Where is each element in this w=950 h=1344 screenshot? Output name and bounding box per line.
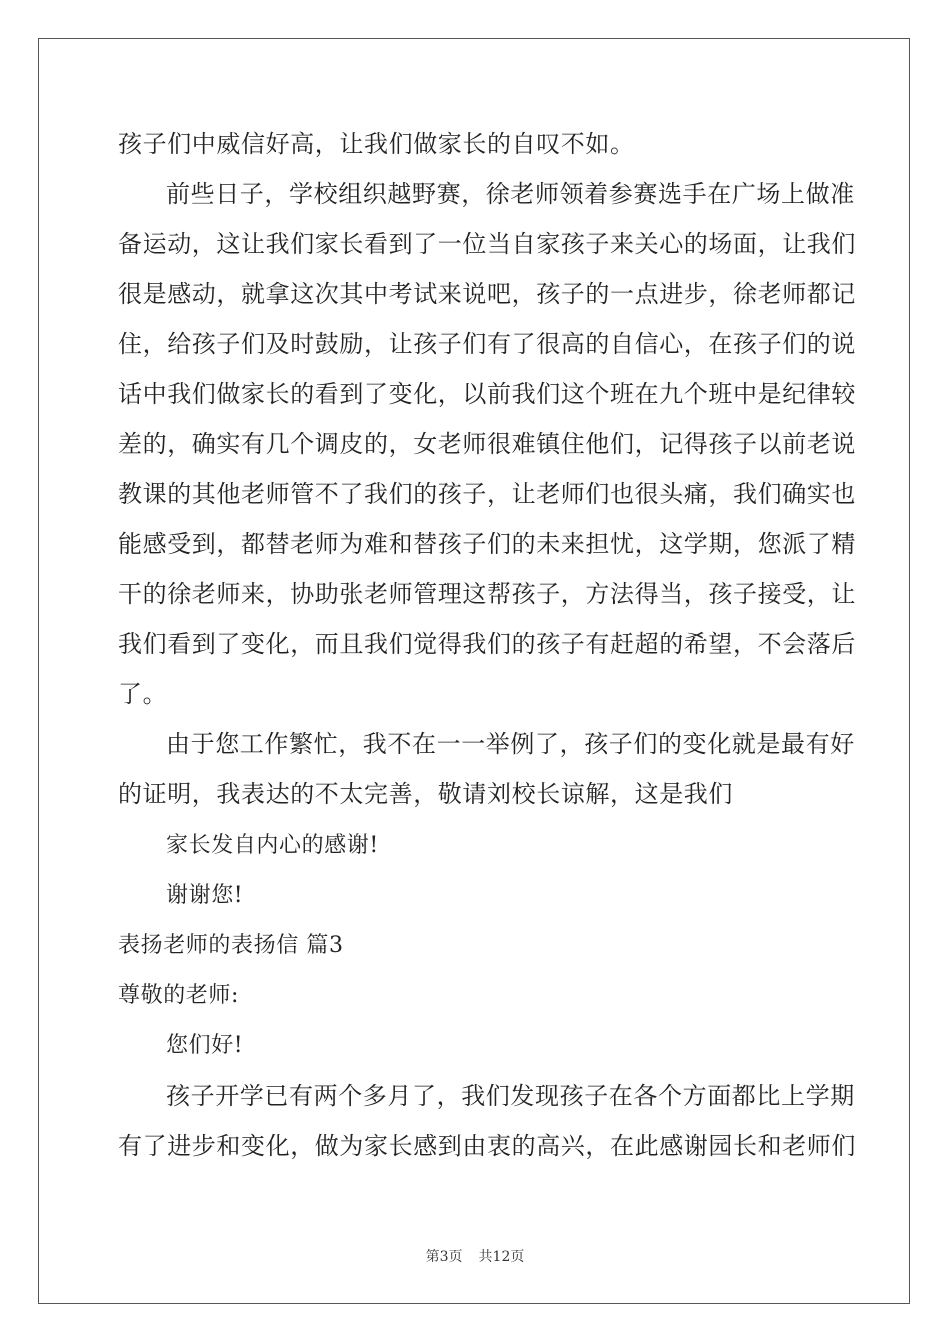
text-line: 孩子们中威信好高，让我们做家长的自叹不如。 xyxy=(118,130,635,158)
text-line: 备运动，这让我们家长看到了一位当自家孩子来关心的场面，让我们 xyxy=(118,230,856,258)
paragraph-first-line: 前些日子，学校组织越野赛，徐老师领着参赛选手在广场上做准 xyxy=(166,180,855,208)
page-footer xyxy=(0,1246,950,1266)
text-line: 很是感动，就拿这次其中考试来说吧，孩子的一点进步，徐老师都记 xyxy=(118,280,856,308)
text-line: 了。 xyxy=(118,680,168,708)
greeting: 您们好! xyxy=(166,1033,244,1058)
text-line: 谢谢您! xyxy=(166,883,244,908)
section-heading: 表扬老师的表扬信 篇3 xyxy=(118,933,344,958)
page-number: 第3页 xyxy=(425,1249,463,1265)
text-line: 话中我们做家长的看到了变化，以前我们这个班在九个班中是纪律较 xyxy=(118,380,856,408)
text-line: 教课的其他老师管不了我们的孩子，让老师们也很头痛，我们确实也 xyxy=(118,480,856,508)
text-line: 差的，确实有几个调皮的，女老师很难镇住他们，记得孩子以前老说 xyxy=(118,430,856,458)
text-line: 我们看到了变化，而且我们觉得我们的孩子有赶超的希望，不会落后 xyxy=(118,630,856,658)
text-line: 干的徐老师来，协助张老师管理这帮孩子，方法得当，孩子接受，让 xyxy=(118,580,856,608)
paragraph-first-line: 由于您工作繁忙，我不在一一举例了，孩子们的变化就是最有好 xyxy=(166,730,855,758)
total-pages: 共12页 xyxy=(478,1249,525,1265)
paragraph-first-line: 孩子开学已有两个多月了，我们发现孩子在各个方面都比上学期 xyxy=(166,1082,855,1110)
text-line: 的证明，我表达的不太完善，敬请刘校长谅解，这是我们 xyxy=(118,780,733,808)
salutation: 尊敬的老师: xyxy=(118,983,240,1008)
text-line: 家长发自内心的感谢! xyxy=(166,833,379,858)
text-line: 有了进步和变化，做为家长感到由衷的高兴，在此感谢园长和老师们 xyxy=(118,1132,856,1160)
text-line: 能感受到，都替老师为难和替孩子们的未来担忧，这学期，您派了精 xyxy=(118,530,856,558)
text-line: 住，给孩子们及时鼓励，让孩子们有了很高的自信心，在孩子们的说 xyxy=(118,330,856,358)
